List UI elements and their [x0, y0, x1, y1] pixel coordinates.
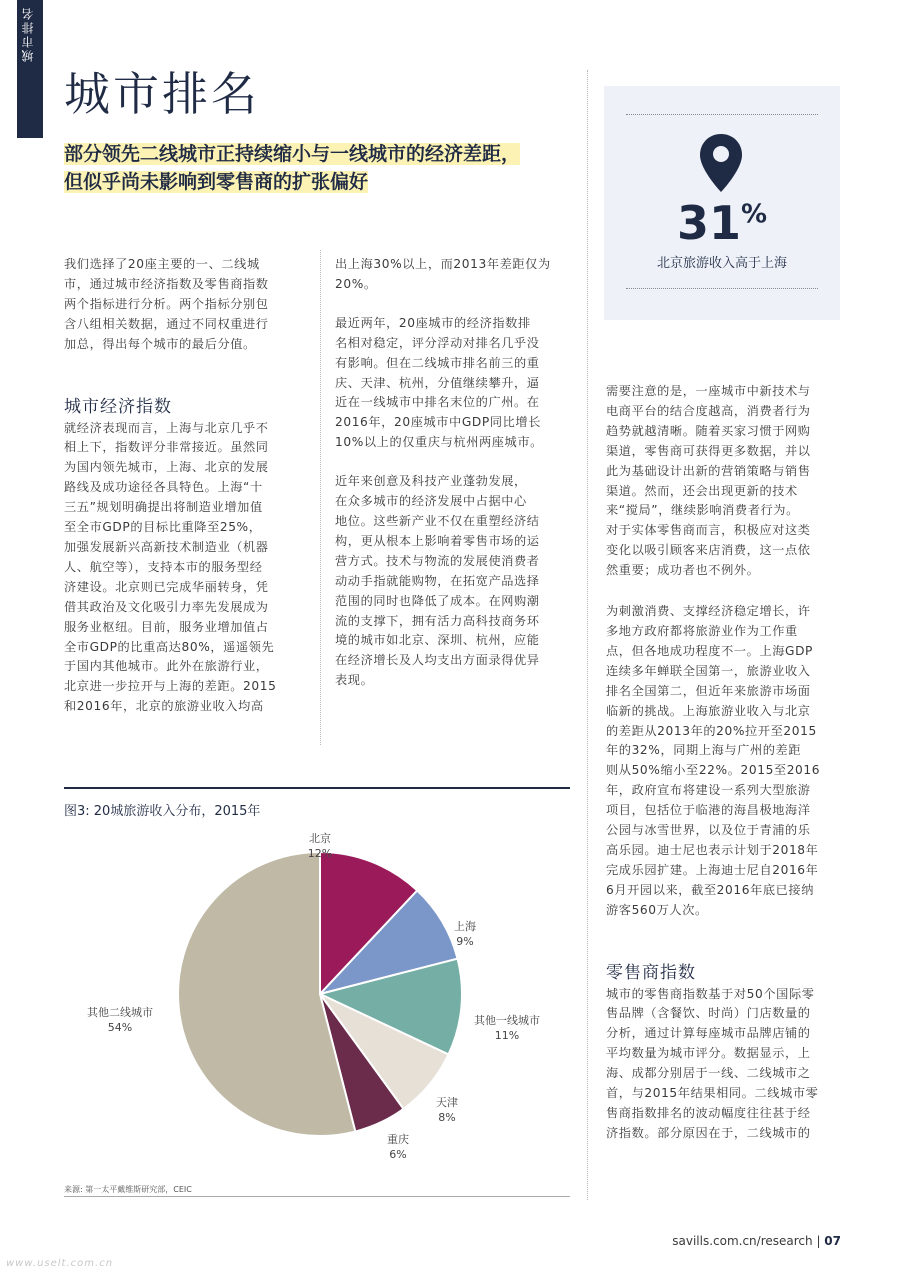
chart-source: 来源: 第一太平戴维斯研究部，CEIC [64, 1185, 192, 1194]
subtitle-line: 但似乎尚未影响到零售商的扩张偏好 [64, 171, 369, 193]
slice-value-label: 8% [438, 1111, 456, 1124]
chart-title: 图3: 20城旅游收入分布，2015年 [64, 804, 261, 819]
stat-value: 31% [676, 196, 768, 250]
chart-top-rule [64, 787, 570, 789]
slice-name-label: 北京 [309, 832, 331, 845]
footer-url[interactable]: savills.com.cn/research [672, 1234, 813, 1248]
slice-name-label: 上海 [454, 920, 476, 933]
dotted-rule [626, 114, 818, 115]
slice-name-label: 其他二线城市 [87, 1006, 153, 1019]
page-title: 城市排名 [64, 67, 260, 121]
column-3 [606, 382, 842, 1144]
intro-paragraph: 我们选择了20座主要的一、二线城 市，通过城市经济指数及零售商指数 两个指标进行分析。两个指标分别包 含八组相关数据，通过不同权重进行 加总，得出每个城市的最后分值。 [64, 257, 269, 351]
slice-value-label: 12% [307, 847, 333, 860]
stat-callout [604, 86, 840, 320]
retailer-index-heading: 零售商指数 [606, 962, 696, 983]
paragraph: 近年来创意及科技产业蓬勃发展， 在众多城市的经济发展中占据中心 地位。这些新产业不仅在重塑经济结 构，更从根本上影响着零售市场的运 营方式。技术与物流的发展使消费者 动动手指就能购物，在拓宽产品选择 范围的同时也降低了成本。在网购潮 流的支撑下，拥有活力高科技商务环 境的城市如北京、深圳、杭州，应能 在经济增长及人均支出方面录得优异 表现。 [335, 474, 540, 688]
paragraph: 城市的零售商指数基于对50个国际零 售品牌（含餐饮、时尚）门店数量的 分析，通过计算每座城市品牌店铺的 平均数量为城市评分。数据显示，上 海、成都分别居于一线、二线城市之 首，与2015年结果相同。二线城市零 售商指数排名的波动幅度往往甚于经 济指数。部分原因在于，二线城市的 [606, 986, 819, 1140]
column-divider [587, 70, 588, 1200]
slice-value-label: 9% [456, 935, 474, 948]
pie-chart [64, 820, 570, 1175]
slice-value-label: 11% [494, 1029, 520, 1042]
stat-label: 北京旅游收入高于上海 [656, 256, 787, 271]
economic-index-paragraph: 就经济表现而言，上海与北京几乎不 相上下，指数评分非常接近。虽然同 为国内领先城市，上海、北京的发展 路线及成功途径各具特色。上海“十 三五”规划明确提出将制造业增加值 至全市GDP的目标比重降至25%， 加强发展新兴高新技术制造业（机器 人、航空等），支持本市的服务型经 济建设。北京则已完成华丽转身，凭 借其政治及文化吸引力率先发展成为 服务业枢纽。目前，服务业增加值占 全市GDP的比重高达80%，遥遥领先 于国内其他城市。此外在旅游行业， 北京进一步拉开与上海的差距。2015 和2016年，北京的旅游业收入均高 [64, 420, 277, 714]
slice-name-label: 其他一线城市 [474, 1014, 540, 1027]
column-divider [320, 250, 321, 745]
chart-bottom-rule [64, 1196, 570, 1197]
slice-value-label: 6% [389, 1148, 407, 1161]
dotted-rule [626, 288, 818, 289]
watermark: www.uselt.com.cn [6, 1258, 114, 1269]
paragraph: 需要注意的是，一座城市中新技术与 电商平台的结合度越高，消费者行为 趋势就越清晰。随着买家习惯于网购 渠道，零售商可获得更多数据，并以 此为基础设计出新的营销策略与销售 渠道。然而，还会出现更新的技术 来“搅局”，继续影响消费者行为。 对于实体零售商而言，积极应对这类 变化以吸引顾客来店消费，这一点依 然重要；成功者也不例外。 [606, 384, 811, 578]
subtitle-line: 部分领先二线城市正持续缩小与一线城市的经济差距， [64, 143, 521, 165]
page-subtitle [64, 140, 584, 196]
slice-name-label: 重庆 [387, 1133, 409, 1146]
page-footer: savills.com.cn/research | 07 [672, 1234, 841, 1248]
paragraph: 出上海30%以上，而2013年差距仅为 20%。 [335, 257, 551, 291]
page-number: 07 [824, 1234, 841, 1248]
paragraph: 为刺激消费、支撑经济稳定增长，许 多地方政府都将旅游业作为工作重 点，但各地成功程度不一。上海GDP 连续多年蝉联全国第一，旅游业收入 排名全国第二，但近年来旅游市场面 临新的挑战。上海旅游业收入与北京 的差距从2013年的20%拉开至2015 年的32%，同期上海与广州的差距 则从50%缩小至22%。2015至2016 年，政府宣布将建设一系列大型旅游 项目，包括位于临港的海昌极地海洋 公园与冰雪世界，以及位于青浦的乐 高乐园。迪士尼也表示计划于2018年 完成乐园扩建。上海迪士尼自2016年 6月开园以来，截至2016年底已接纳 游客560万人次。 [606, 604, 821, 917]
paragraph: 最近两年，20座城市的经济指数排 名相对稳定，评分浮动对排名几乎没 有影响。但在二线城市排名前三的重 庆、天津、杭州，分值继续攀升，逼 近在一线城市中排名末位的广州。在 2016年，20座城市中GDP同比增长 10%以上的仅重庆与杭州两座城市。 [335, 315, 543, 450]
section-side-tab [17, 0, 43, 138]
location-pin-icon [698, 132, 744, 194]
economic-index-heading: 城市经济指数 [64, 396, 172, 417]
slice-name-label: 天津 [436, 1096, 458, 1109]
slice-value-label: 54% [107, 1021, 133, 1034]
side-tab-label: 城市排名 [21, 6, 35, 62]
column-2 [335, 255, 570, 691]
column-1 [64, 255, 294, 717]
